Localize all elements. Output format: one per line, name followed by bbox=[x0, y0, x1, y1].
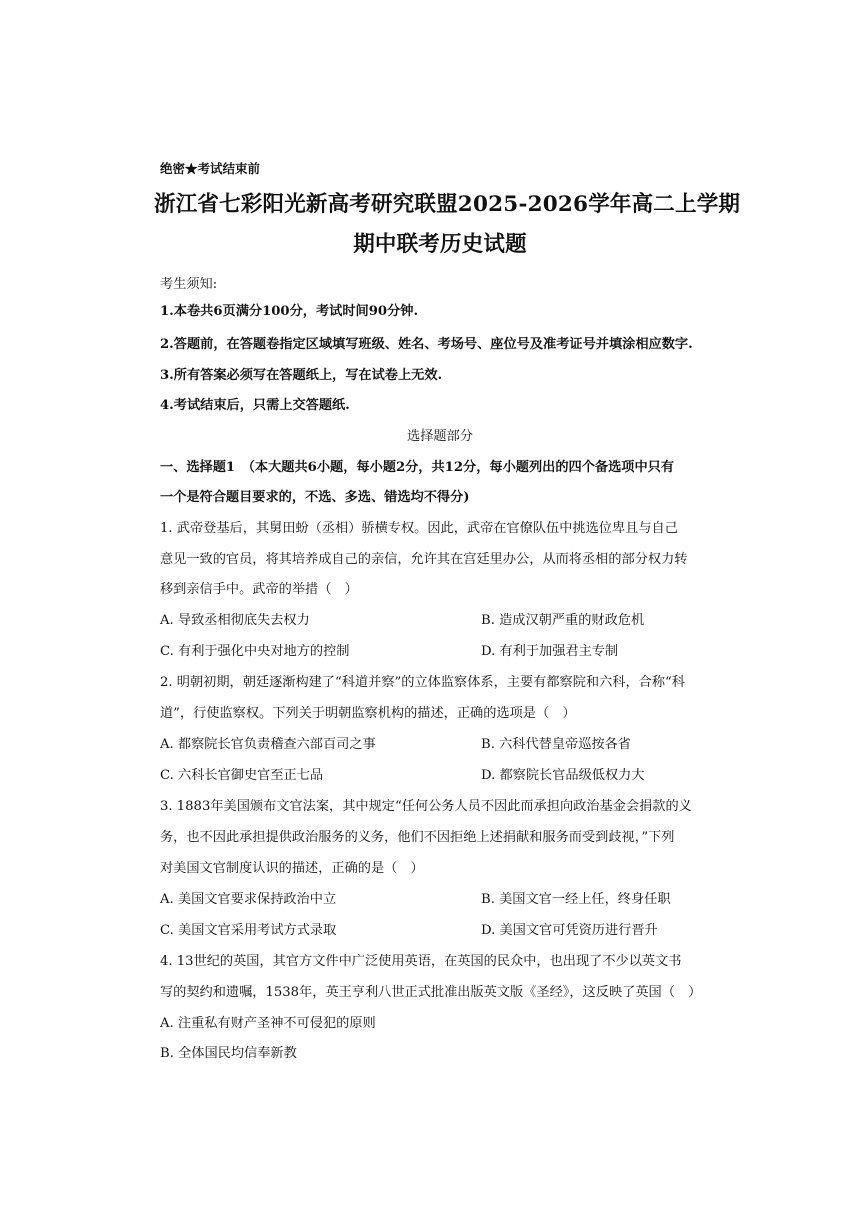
question-2-option-b: B. 六科代替皇帝巡按各省 bbox=[481, 737, 631, 752]
section-title: 选择题部分 bbox=[407, 429, 473, 444]
part-instructions-line-2: 一个是符合题目要求的，不选、多选、错选均不得分) bbox=[160, 490, 470, 505]
question-3-option-a: A. 美国文官要求保持政治中立 bbox=[160, 892, 337, 907]
question-2-option-c: C. 六科长官御史官至正七品 bbox=[160, 768, 324, 783]
question-2-option-d: D. 都察院长官品级低权力大 bbox=[481, 768, 645, 783]
question-1-stem-line: 1. 武帝登基后，其舅田蚡（丞相）骄横专权。因此，武帝在官僚队伍中挑选位卑且与自己 bbox=[160, 521, 678, 536]
question-3-stem-line: 对美国文官制度认识的描述，正确的是（ ） bbox=[160, 861, 424, 876]
part-instructions-line-1: 一、选择题1 （本大题共6小题，每小题2分，共12分，每小题列出的四个备选项中只有 bbox=[160, 460, 675, 475]
question-3-option-b: B. 美国文官一经上任，终身任职 bbox=[481, 892, 671, 907]
question-4-stem-line: 4. 13世纪的英国，其官方文件中广泛使用英语，在英国的民众中，也出现了不少以英文书 bbox=[160, 954, 682, 969]
notice-item: 1.本卷共6页满分100分，考试时间90分钟. bbox=[160, 304, 419, 319]
secret-label: 绝密★考试结束前 bbox=[160, 161, 261, 176]
question-1-stem-line: 移到亲信手中。武帝的举措（ ） bbox=[160, 582, 358, 597]
question-1-option-d: D. 有利于加强君主专制 bbox=[481, 644, 619, 659]
notice-heading: 考生须知: bbox=[160, 277, 218, 292]
exam-title-line-1: 浙江省七彩阳光新高考研究联盟2025-2026学年高二上学期 bbox=[154, 192, 741, 217]
question-2-stem-line: 道”，行使监察权。下列关于明朝监察机构的描述，正确的选项是（ ） bbox=[160, 706, 576, 721]
question-4-option-a: A. 注重私有财产圣神不可侵犯的原则 bbox=[160, 1016, 376, 1031]
question-3-option-d: D. 美国文官可凭资历进行晋升 bbox=[481, 923, 658, 938]
question-3-option-c: C. 美国文官采用考试方式录取 bbox=[160, 923, 337, 938]
question-4-option-b: B. 全体国民均信奉新教 bbox=[160, 1046, 297, 1061]
question-1-option-b: B. 造成汉朝严重的财政危机 bbox=[481, 613, 645, 628]
question-2-option-a: A. 都察院长官负责稽查六部百司之事 bbox=[160, 737, 376, 752]
question-1-option-a: A. 导致丞相彻底失去权力 bbox=[160, 613, 310, 628]
question-3-stem-line: 务，也不因此承担提供政治服务的义务，他们不因拒绝上述捐献和服务而受到歧视，”下列 bbox=[160, 830, 675, 845]
question-1-stem-line: 意见一致的官员，将其培养成自己的亲信，允许其在宫廷里办公，从而将丞相的部分权力转 bbox=[160, 552, 688, 567]
exam-title-line-2: 期中联考历史试题 bbox=[353, 232, 527, 257]
question-3-stem-line: 3. 1883年美国颁布文官法案，其中规定“任何公务人员不因此而承担向政治基金会捐款的义 bbox=[160, 799, 692, 814]
question-2-stem-line: 2. 明朝初期，朝廷逐渐构建了“科道并察”的立体监察体系，主要有都察院和六科，合称“科 bbox=[160, 675, 685, 690]
question-1-option-c: C. 有利于强化中央对地方的控制 bbox=[160, 644, 350, 659]
notice-item: 4.考试结束后，只需上交答题纸. bbox=[160, 398, 350, 413]
notice-item: 3.所有答案必须写在答题纸上，写在试卷上无效. bbox=[160, 368, 443, 383]
notice-item: 2.答题前，在答题卷指定区域填写班级、姓名、考场号、座位号及准考证号并填涂相应数字. bbox=[160, 337, 693, 352]
question-4-stem-line: 写的契约和遗嘱，1538年，英王亨利八世正式批准出版英文版《圣经》，这反映了英国（ ） bbox=[160, 985, 702, 1000]
